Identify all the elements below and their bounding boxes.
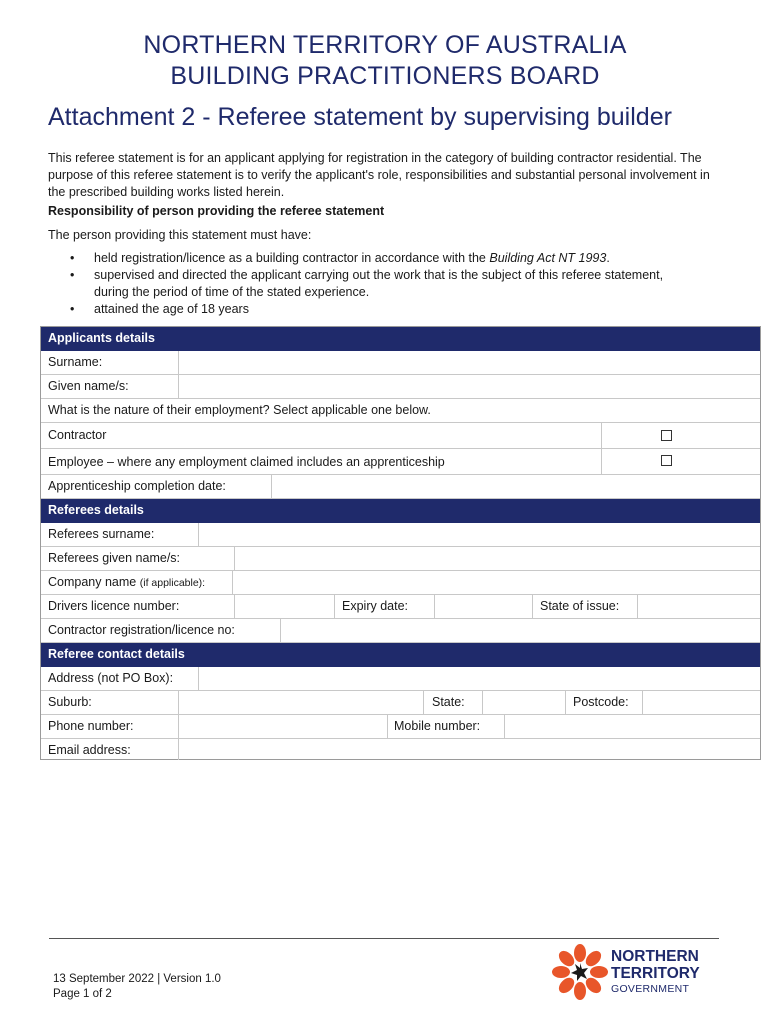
- requirements-list: [48, 250, 688, 318]
- referee-surname-label: Referees surname:: [48, 527, 155, 541]
- company-name-row: [41, 571, 760, 595]
- requirement-item: • attained the age of 18 years: [70, 302, 249, 316]
- licence-number-label: Drivers licence number:: [48, 599, 180, 613]
- requirement-item: • held registration/licence as a building contractor in accordance with the Building Act NT 1993.: [70, 251, 610, 265]
- suburb-row: [41, 691, 760, 715]
- state-field[interactable]: [483, 691, 564, 714]
- phone-field[interactable]: [179, 715, 386, 738]
- state-of-issue-label: State of issue:: [540, 599, 620, 613]
- contractor-label: Contractor: [48, 428, 107, 442]
- applicant-given-names-label: Given name/s:: [48, 379, 129, 393]
- board-title-line2: BUILDING PRACTITIONERS BOARD: [170, 62, 600, 90]
- contractor-reg-row: [41, 619, 760, 643]
- referees-section-header: Referees details: [41, 499, 760, 523]
- email-label: Email address:: [48, 743, 131, 757]
- contractor-reg-label: Contractor registration/licence no:: [48, 623, 235, 637]
- employee-label: Employee – where any employment claimed includes an apprenticeship: [48, 455, 445, 469]
- applicant-given-names-field[interactable]: [179, 375, 760, 398]
- apprenticeship-row: [41, 475, 760, 499]
- postcode-label: Postcode:: [573, 695, 629, 709]
- contact-section-header: Referee contact details: [41, 643, 760, 667]
- employee-checkbox[interactable]: [661, 455, 672, 466]
- referee-form: [40, 326, 761, 760]
- mobile-field[interactable]: [505, 715, 760, 738]
- contractor-row: [41, 423, 760, 449]
- suburb-label: Suburb:: [48, 695, 92, 709]
- licence-number-field[interactable]: [235, 595, 333, 618]
- attachment-title: Attachment 2 - Referee statement by supervising builder: [48, 103, 672, 131]
- logo-text-territory: TERRITORY: [611, 965, 700, 982]
- referee-given-names-label: Referees given name/s:: [48, 551, 181, 565]
- applicant-given-names-row: [41, 375, 760, 399]
- state-label: State:: [432, 695, 465, 709]
- email-field[interactable]: [179, 739, 760, 760]
- applicant-surname-row: [41, 351, 760, 375]
- referee-surname-row: [41, 523, 760, 547]
- footer-page-number: Page 1 of 2: [53, 988, 112, 1000]
- employee-row: [41, 449, 760, 475]
- expiry-date-label: Expiry date:: [342, 599, 409, 613]
- apprenticeship-date-label: Apprenticeship completion date:: [48, 479, 226, 493]
- address-field[interactable]: [199, 667, 760, 690]
- licence-row: [41, 595, 760, 619]
- applicant-surname-label: Surname:: [48, 355, 103, 369]
- apprenticeship-date-field[interactable]: [272, 475, 760, 498]
- intro-paragraph: This referee statement is for an applicant applying for registration in the category of building contractor residential. The purpose of this referee statement is to verify the applicant's role, responsibilities and substantial personal involvement in the prescribed building works listed herein.: [48, 151, 710, 199]
- employment-question: What is the nature of their employment? Select applicable one below.: [48, 403, 431, 417]
- state-of-issue-field[interactable]: [638, 595, 760, 618]
- mobile-label: Mobile number:: [394, 719, 481, 733]
- phone-row: [41, 715, 760, 739]
- employment-question-row: [41, 399, 760, 423]
- applicant-surname-field[interactable]: [179, 351, 760, 374]
- expiry-date-field[interactable]: [435, 595, 531, 618]
- company-name-field[interactable]: [233, 571, 760, 594]
- company-name-label: Company name (if applicable):: [48, 575, 206, 589]
- postcode-field[interactable]: [643, 691, 760, 714]
- logo-text-government: GOVERNMENT: [611, 983, 690, 995]
- contractor-checkbox[interactable]: [661, 430, 672, 441]
- referee-given-names-field[interactable]: [235, 547, 760, 570]
- suburb-field[interactable]: [179, 691, 422, 714]
- address-row: [41, 667, 760, 691]
- requirement-item: • supervised and directed the applicant carrying out the work that is the subject of this referee statement, during the period of time of the stated experience.: [70, 268, 664, 299]
- referee-given-names-row: [41, 547, 760, 571]
- board-title-line1: NORTHERN TERRITORY OF AUSTRALIA: [143, 31, 627, 59]
- footer-divider: [49, 938, 719, 939]
- logo-text-northern: NORTHERN: [611, 948, 699, 965]
- responsibility-heading: Responsibility of person providing the referee statement: [48, 204, 385, 218]
- contractor-reg-field[interactable]: [281, 619, 760, 642]
- referee-surname-field[interactable]: [199, 523, 760, 546]
- applicants-section-header: Applicants details: [41, 327, 760, 351]
- requirements-lead: The person providing this statement must have:: [48, 228, 312, 242]
- phone-label: Phone number:: [48, 719, 134, 733]
- address-label: Address (not PO Box):: [48, 671, 174, 685]
- footer-date-version: 13 September 2022 | Version 1.0: [53, 973, 221, 985]
- email-row: [41, 739, 760, 760]
